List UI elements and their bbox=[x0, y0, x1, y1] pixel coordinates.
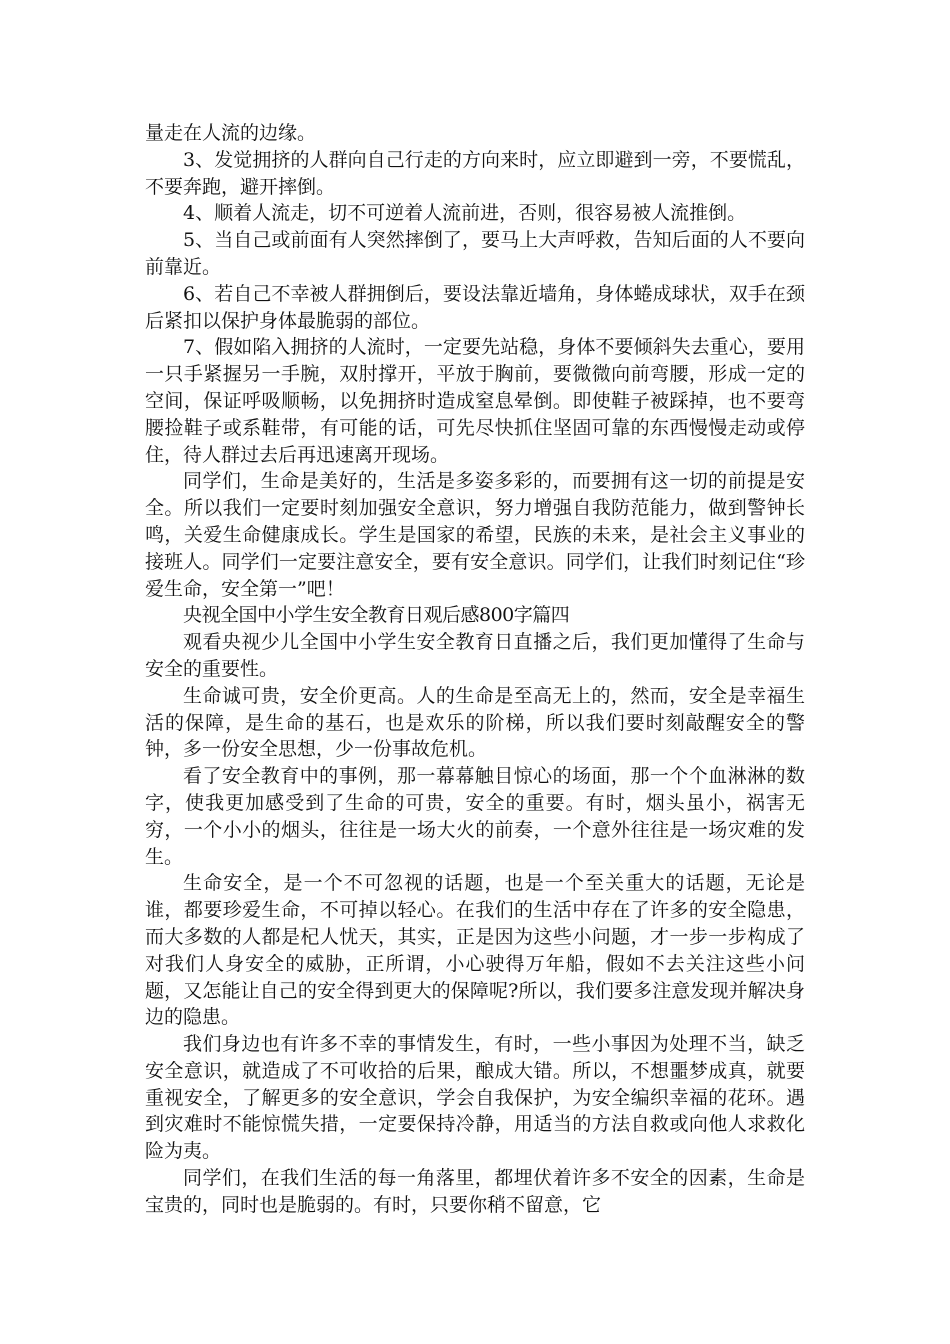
paragraph: 7、假如陷入拥挤的人流时，一定要先站稳，身体不要倾斜失去重心，要用一只手紧握另一手腕，双肘撑开，平放于胸前，要微微向前弯腰，形成一定的空间，保证呼吸顺畅，以免拥挤时造成窒息晕倒。即使鞋子被踩掉，也不要弯腰捡鞋子或系鞋带，有可能的话，可先尽快抓住坚固可靠的东西慢慢走动或停住，待人群过去后再迅速离开现场。 bbox=[145, 336, 805, 466]
paragraph: 生命诚可贵，安全价更高。人的生命是至高无上的，然而，安全是幸福生活的保障，是生命的基石，也是欢乐的阶梯，所以我们要时刻敲醒安全的警钟，多一份安全思想，少一份事故危机。 bbox=[145, 684, 805, 761]
paragraph: 看了安全教育中的事例，那一幕幕触目惊心的场面，那一个个血淋淋的数字，使我更加感受到了生命的可贵，安全的重要。有时，烟头虽小，祸害无穷，一个小小的烟头，往往是一场大火的前奏，一个意外往往是一场灾难的发生。 bbox=[145, 765, 805, 868]
document-body bbox=[145, 120, 805, 1219]
paragraph: 同学们，在我们生活的每一角落里，都埋伏着许多不安全的因素，生命是宝贵的，同时也是脆弱的。有时，只要你稍不留意，它 bbox=[145, 1167, 805, 1216]
paragraph: 5、当自己或前面有人突然摔倒了，要马上大声呼救，告知后面的人不要向前靠近。 bbox=[145, 229, 805, 278]
paragraph: 6、若自己不幸被人群拥倒后，要设法靠近墙角，身体蜷成球状，双手在颈后紧扣以保护身体最脆弱的部位。 bbox=[145, 282, 805, 332]
paragraph: 生命安全，是一个不可忽视的话题，也是一个至关重大的话题，无论是谁，都要珍爱生命，不可掉以轻心。在我们的生活中存在了许多的安全隐患，而大多数的人都是杞人忧天，其实，正是因为这些小问题，才一步一步构成了对我们人身安全的威胁，正所谓，小心驶得万年船，假如不去关注这些小问题，又怎能让自己的安全得到更大的保障呢?所以，我们要多注意发现并解决身边的隐患。 bbox=[145, 872, 805, 1029]
section-title: 央视全国中小学生安全教育日观后感800字篇四 bbox=[183, 604, 570, 627]
paragraph: 观看央视少儿全国中小学生安全教育日直播之后，我们更加懂得了生命与安全的重要性。 bbox=[145, 631, 805, 680]
paragraph: 4、顺着人流走，切不可逆着人流前进，否则，很容易被人流推倒。 bbox=[183, 202, 747, 225]
paragraph: 同学们，生命是美好的，生活是多姿多彩的，而要拥有这一切的前提是安全。所以我们一定要时刻加强安全意识，努力增强自我防范能力，做到警钟长鸣，关爱生命健康成长。学生是国家的希望，民族的未来，是社会主义事业的接班人。同学们一定要注意安全，要有安全意识。同学们，让我们时刻记住“珍爱生命，安全第一”吧！ bbox=[145, 470, 805, 600]
paragraph: 量走在人流的边缘。 bbox=[145, 122, 317, 144]
paragraph: 3、发觉拥挤的人群向自己行走的方向来时，应立即避到一旁，不要慌乱，不要奔跑，避开摔倒。 bbox=[145, 148, 805, 198]
paragraph: 我们身边也有许多不幸的事情发生，有时，一些小事因为处理不当，缺乏安全意识，就造成了不可收拾的后果，酿成大错。所以，不想噩梦成真，就要重视安全，了解更多的安全意识，学会自我保护，为安全编织幸福的花环。遇到灾难时不能惊慌失措，一定要保持冷静，用适当的方法自救或向他人求救化险为夷。 bbox=[145, 1033, 805, 1163]
